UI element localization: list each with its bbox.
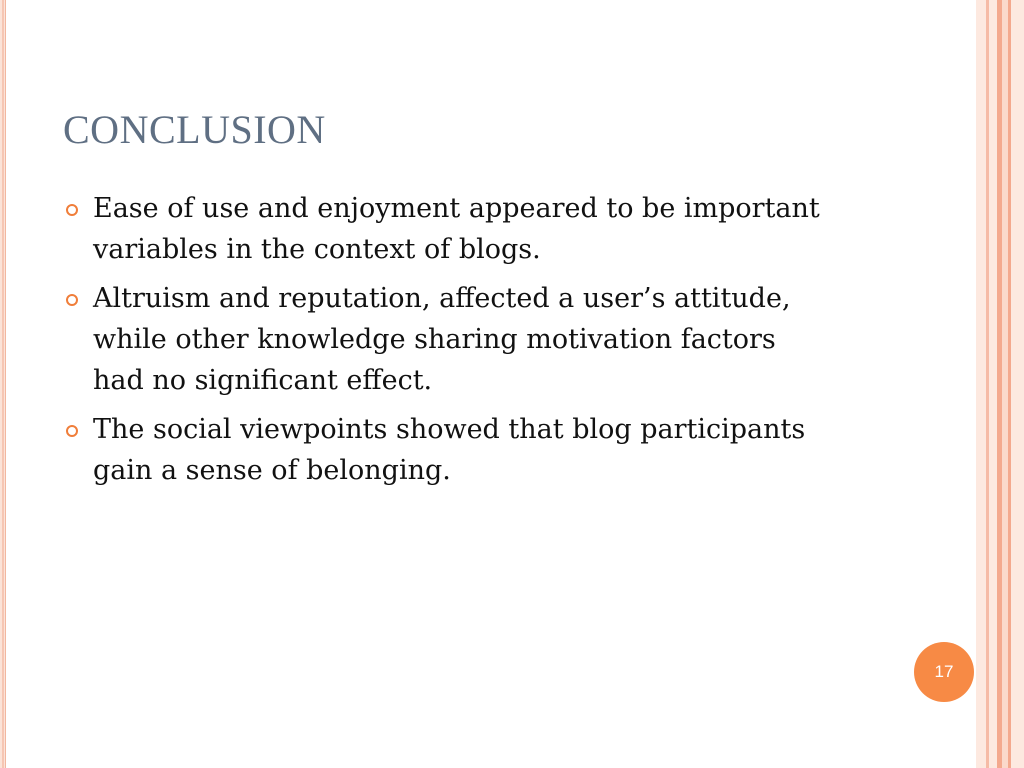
bullet-item: [66, 409, 826, 491]
page-number-badge: [914, 642, 974, 702]
left-border-stripe: [2, 0, 4, 768]
bullet-text: The social viewpoints showed that blog participants gain a sense of belonging.: [93, 414, 806, 486]
right-stripes-decoration: [976, 0, 1024, 768]
hollow-circle-bullet-icon: [66, 425, 78, 437]
page-number: 17: [934, 662, 954, 681]
right-stripe-7: [1011, 0, 1024, 768]
hollow-circle-bullet-icon: [66, 204, 78, 216]
right-stripe-3: [989, 0, 997, 768]
bullet-list: [66, 188, 826, 499]
hollow-circle-bullet-icon: [66, 294, 78, 306]
bullet-item: [66, 278, 826, 401]
slide-title: CONCLUSION: [63, 107, 326, 152]
bullet-text: Altruism and reputation, affected a user’s attitude, while other knowledge sharing motivation factors had no significant effect.: [93, 283, 791, 396]
bullet-text: Ease of use and enjoyment appeared to be important variables in the context of blogs.: [93, 193, 820, 265]
left-border-decoration: [0, 0, 6, 768]
bullet-item: [66, 188, 826, 270]
right-stripe-1: [976, 0, 986, 768]
